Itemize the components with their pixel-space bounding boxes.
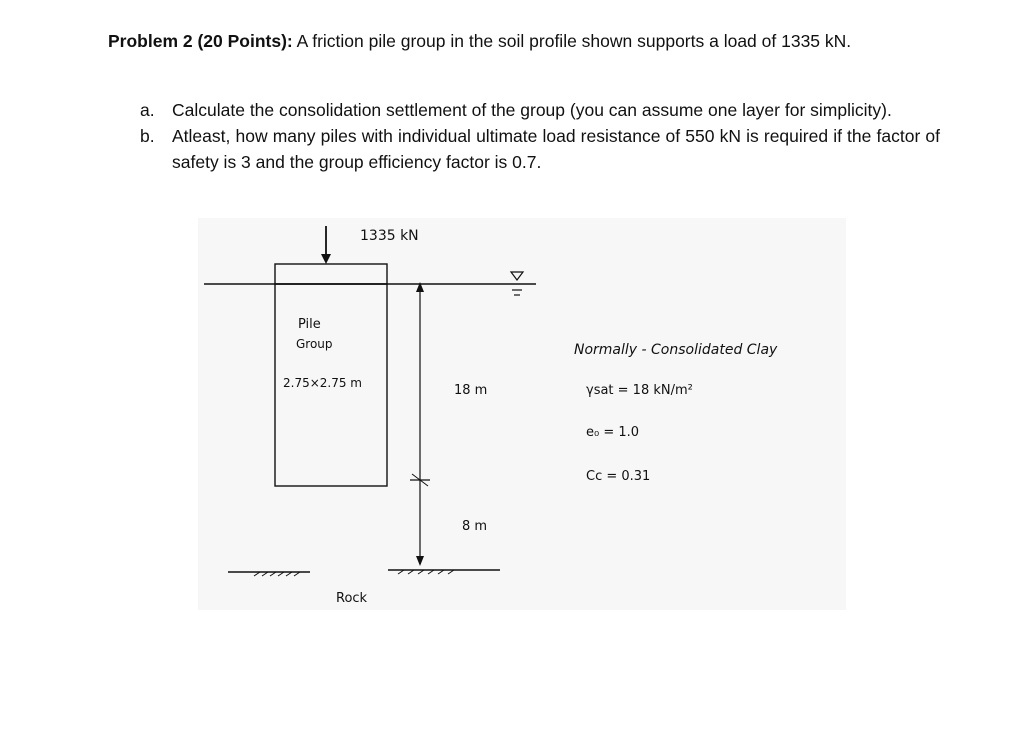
soil-profile-sketch bbox=[198, 218, 846, 610]
question-b bbox=[140, 123, 940, 175]
load-label: 1335 kN bbox=[360, 228, 419, 244]
rock-label: Rock bbox=[336, 591, 368, 606]
question-text: Calculate the consolidation settlement of the group (you can assume one layer for simplicity). bbox=[172, 100, 892, 120]
question-text: Atleast, how many piles with individual ultimate load resistance of 550 kN is required if the factor of safety is 3 and the group efficiency factor is 0.7. bbox=[172, 126, 940, 172]
depth-18-label: 18 m bbox=[454, 383, 488, 398]
pile-cap bbox=[275, 264, 387, 284]
void-ratio-label: e₀ = 1.0 bbox=[586, 425, 640, 440]
problem-statement bbox=[108, 28, 940, 54]
dimension-arrow-bottom bbox=[416, 556, 424, 566]
question-marker: a. bbox=[140, 100, 155, 120]
compression-index-label: Cc = 0.31 bbox=[586, 469, 651, 484]
water-table-icon bbox=[511, 272, 523, 280]
depth-8-label: 8 m bbox=[462, 519, 488, 534]
gamma-sat-label: γsat = 18 kN/m² bbox=[586, 383, 693, 398]
load-arrow-head bbox=[321, 254, 331, 264]
pile-label: Pile bbox=[298, 317, 321, 332]
pile-size-label: 2.75×2.75 m bbox=[283, 376, 362, 390]
question-list bbox=[140, 97, 940, 175]
question-a bbox=[140, 97, 940, 123]
question-marker: b. bbox=[140, 126, 155, 146]
soil-type-label: Normally - Consolidated Clay bbox=[574, 342, 778, 358]
soil-profile-figure bbox=[198, 218, 846, 610]
problem-text: A friction pile group in the soil profile shown supports a load of 1335 kN. bbox=[292, 31, 852, 51]
problem-heading: Problem 2 (20 Points): bbox=[108, 31, 293, 51]
group-label: Group bbox=[296, 337, 333, 351]
